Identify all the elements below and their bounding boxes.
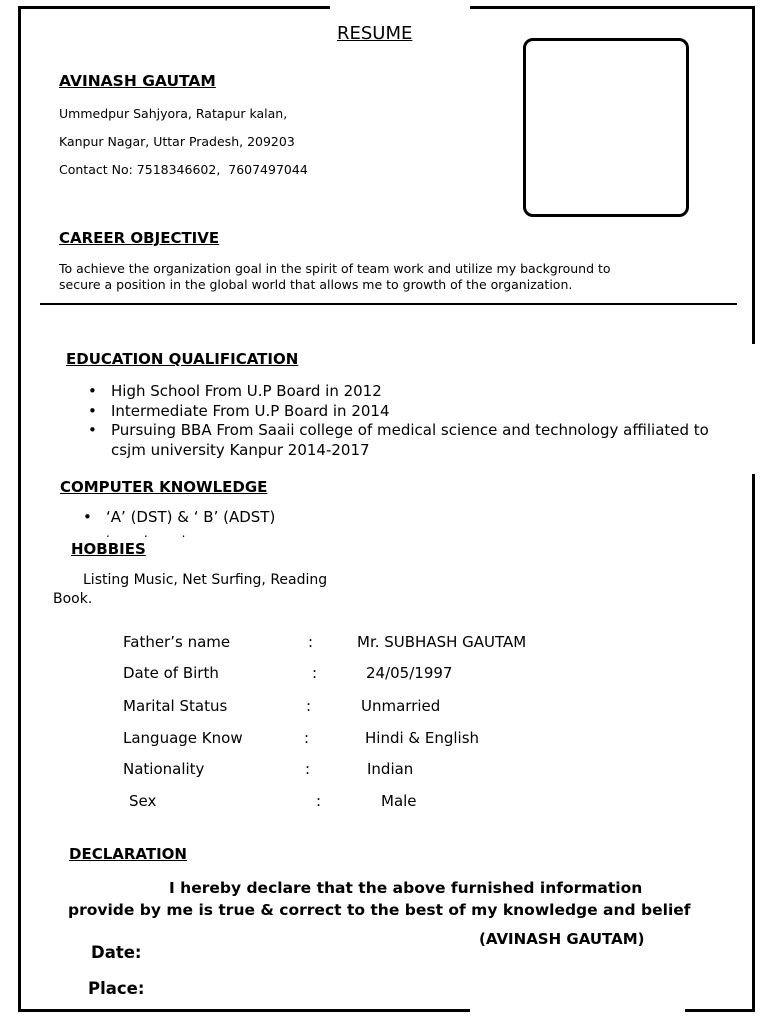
career-objective-text: To achieve the organization goal in the spirit of team work and utilize my background to secure a position in the global world that allows me to growth of the organization. [59, 261, 611, 292]
declaration-text: I hereby declare that the above furnished information provide by me is true & correct to the best of my knowledge and belief [68, 879, 691, 919]
photo-placeholder [523, 38, 689, 217]
personal-value: Hindi & English [365, 729, 480, 747]
personal-label: Sex [129, 792, 157, 810]
personal-separator: : [312, 664, 318, 682]
personal-separator: : [304, 729, 310, 747]
page-border-gap [330, 4, 470, 12]
address-line-2: Kanpur Nagar, Uttar Pradesh, 209203 [59, 134, 295, 149]
list-item: • ‘A’ (DST) & ‘ B’ (ADST) [79, 508, 379, 528]
personal-separator: : [316, 792, 322, 810]
computer-knowledge-heading: COMPUTER KNOWLEDGE [60, 478, 268, 496]
declaration-heading: DECLARATION [69, 845, 187, 863]
list-item: • Intermediate From U.P Board in 2014 [84, 402, 724, 422]
page-border-gap [750, 344, 760, 474]
education-heading: EDUCATION QUALIFICATION [66, 350, 299, 368]
dot-marks: ... [106, 526, 220, 540]
address-line-1: Ummedpur Sahjyora, Ratapur kalan, [59, 106, 288, 121]
list-item: • High School From U.P Board in 2012 [84, 382, 724, 402]
personal-separator: : [306, 697, 312, 715]
personal-value: Mr. SUBHASH GAUTAM [357, 633, 527, 651]
computer-knowledge-list [79, 508, 379, 528]
signature-name: (AVINASH GAUTAM) [479, 930, 645, 948]
personal-separator: : [308, 633, 314, 651]
personal-label: Language Know [123, 729, 243, 747]
contact-number: Contact No: 7518346602, 7607497044 [59, 162, 308, 177]
education-list [84, 382, 724, 460]
place-label: Place: [88, 979, 145, 998]
career-objective-heading: CAREER OBJECTIVE [59, 229, 220, 247]
personal-value: Male [381, 792, 417, 810]
personal-label: Nationality [123, 760, 205, 778]
list-item: • Pursuing BBA From Saaii college of medical science and technology affiliated to csjm university Kanpur 2014-2017 [84, 421, 724, 460]
date-label: Date: [91, 943, 142, 962]
personal-label: Father’s name [123, 633, 231, 651]
candidate-name: AVINASH GAUTAM [59, 72, 216, 90]
section-divider [40, 303, 737, 305]
hobbies-heading: HOBBIES [71, 540, 146, 558]
page-border-gap [470, 1005, 685, 1015]
personal-value: 24/05/1997 [366, 664, 453, 682]
personal-separator: : [305, 760, 311, 778]
document-title: RESUME [337, 23, 413, 44]
hobbies-text: Listing Music, Net Surfing, Reading Book. [53, 572, 328, 607]
page-border-left [18, 6, 21, 1012]
personal-label: Marital Status [123, 697, 228, 715]
personal-value: Indian [367, 760, 414, 778]
page-border-right [752, 6, 755, 1012]
personal-label: Date of Birth [123, 664, 219, 682]
personal-value: Unmarried [361, 697, 441, 715]
